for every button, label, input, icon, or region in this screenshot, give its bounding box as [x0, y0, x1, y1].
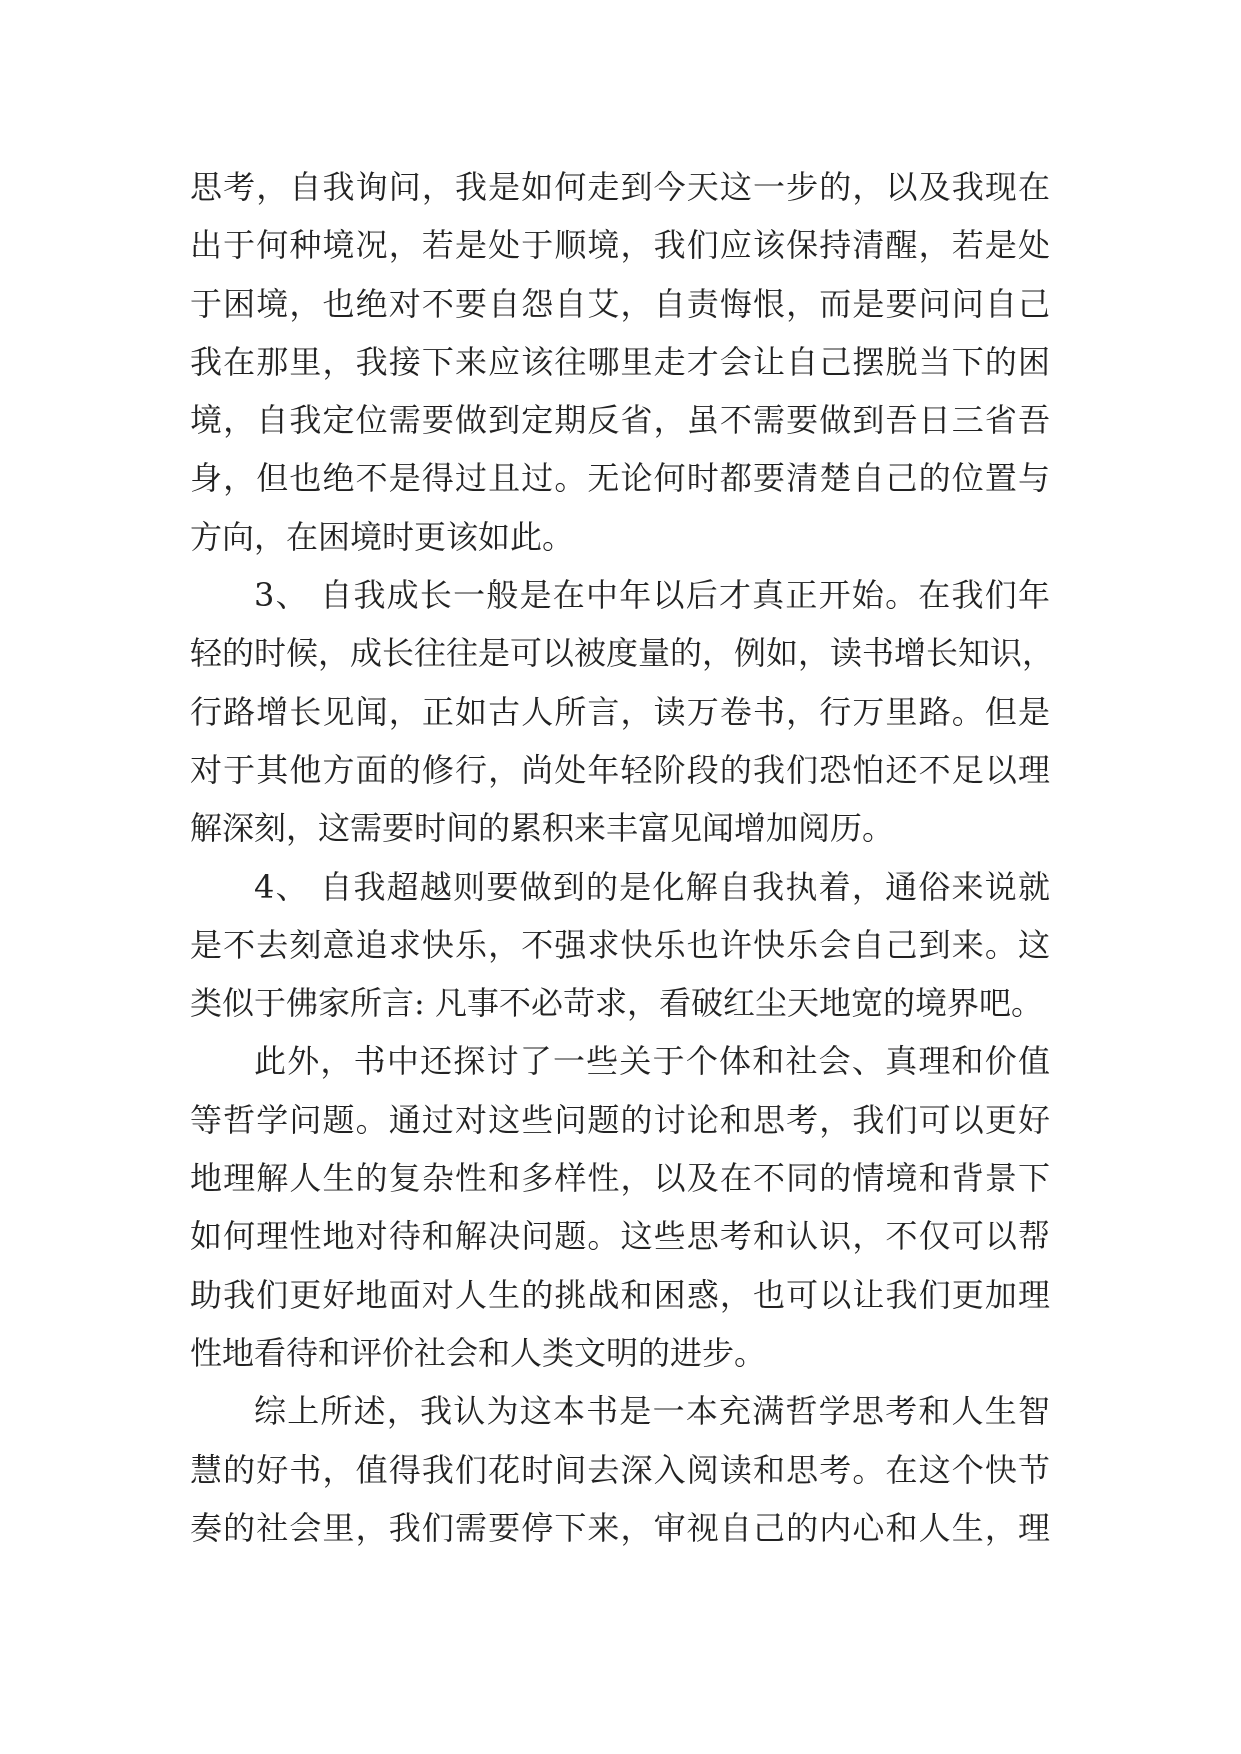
- text-line: 思考，自我询问，我是如何走到今天这一步的，以及我现在: [190, 168, 1050, 206]
- text-line: 综上所述，我认为这本书是一本充满哲学思考和人生智: [254, 1392, 1050, 1431]
- text-line: 3、 自我成长一般是在中年以后才真正开始。在我们年: [254, 576, 1050, 615]
- text-line: 我在那里，我接下来应该往哪里走才会让自己摆脱当下的困: [190, 342, 1050, 381]
- text-line: 行路增长见闻，正如古人所言，读万卷书，行万里路。但是: [190, 692, 1050, 731]
- text-line: 地理解人生的复杂性和多样性，以及在不同的情境和背景下: [190, 1159, 1050, 1198]
- text-line: 类似于佛家所言: 凡事不必苛求，看破红尘天地宽的境界吧。: [190, 984, 1043, 1023]
- text-line: 如何理性地对待和解决问题。这些思考和认识，不仅可以帮: [190, 1217, 1050, 1256]
- text-line: 解深刻，这需要时间的累积来丰富见闻增加阅历。: [190, 809, 895, 848]
- text-line: 性地看待和评价社会和人类文明的进步。: [190, 1333, 767, 1372]
- text-line: 等哲学问题。通过对这些问题的讨论和思考，我们可以更好: [190, 1100, 1050, 1139]
- text-line: 奏的社会里，我们需要停下来，审视自己的内心和人生，理: [190, 1508, 1050, 1547]
- text-line: 4、 自我超越则要做到的是化解自我执着，通俗来说就: [254, 867, 1050, 906]
- text-line: 慧的好书，值得我们花时间去深入阅读和思考。在这个快节: [190, 1450, 1050, 1489]
- text-line: 对于其他方面的修行，尚处年轻阶段的我们恐怕还不足以理: [190, 750, 1050, 789]
- text-line: 出于何种境况，若是处于顺境，我们应该保持清醒，若是处: [190, 226, 1050, 265]
- text-line: 此外，书中还探讨了一些关于个体和社会、真理和价值: [254, 1042, 1050, 1081]
- body-text: [190, 158, 1055, 1557]
- text-line: 是不去刻意追求快乐，不强求快乐也许快乐会自己到来。这: [190, 925, 1050, 964]
- text-line: 轻的时候，成长往往是可以被度量的，例如，读书增长知识，: [190, 634, 1055, 673]
- text-line: 方向，在困境时更该如此。: [190, 517, 575, 556]
- text-line: 境，自我定位需要做到定期反省，虽不需要做到吾日三省吾: [190, 401, 1050, 440]
- text-line: 于困境，也绝对不要自怨自艾，自责悔恨，而是要问问自己: [190, 284, 1050, 323]
- text-line: 身，但也绝不是得过且过。无论何时都要清楚自己的位置与: [190, 459, 1050, 498]
- text-line: 助我们更好地面对人生的挑战和困惑，也可以让我们更加理: [190, 1275, 1050, 1314]
